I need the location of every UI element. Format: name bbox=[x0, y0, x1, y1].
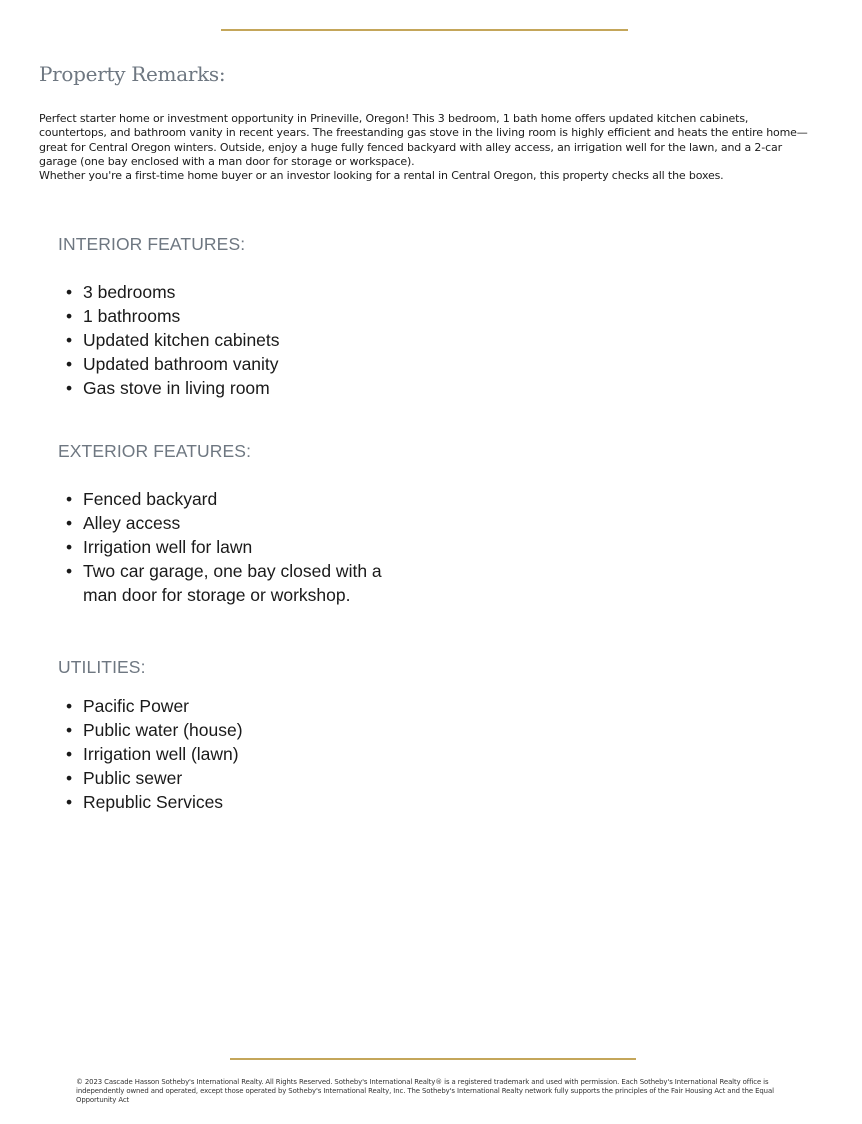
top-divider bbox=[221, 29, 628, 31]
list-item: • Two car garage, one bay closed with a man door for storage or workshop. bbox=[58, 559, 398, 607]
interior-features-heading: INTERIOR FEATURES: bbox=[58, 234, 246, 254]
list-item: • Public sewer bbox=[58, 766, 398, 790]
legal-disclaimer: © 2023 Cascade Hasson Sotheby's International Realty. All Rights Reserved. Sotheby's International Realty® is a registered trademark and used with permission. Each Sotheby's International Realty office is independently owned and operated, except those operated by Sotheby's International Realty, Inc. The Sotheby's International Realty network fully supports the principles of the Fair Housing Act and the Equal Opportunity Act bbox=[76, 1078, 774, 1104]
remarks-paragraph: Perfect starter home or investment opportunity in Prineville, Oregon! This 3 bedroom, 1 bath home offers updated kitchen cabinets, countertops, and bathroom vanity in recent years. The freestanding gas stove in the living room is highly efficient and heats the entire home—great for Central Oregon winters. Outside, enjoy a huge fully fenced backyard with alley access, an irrigation well for the lawn, and a 2-car garage (one bay enclosed with a man door for storage or workspace). bbox=[39, 112, 808, 168]
utilities-heading: UTILITIES: bbox=[58, 657, 146, 677]
interior-features-list bbox=[58, 280, 398, 400]
list-item: • Alley access bbox=[58, 511, 398, 535]
list-item: • Republic Services bbox=[58, 790, 398, 814]
list-item: • Updated kitchen cabinets bbox=[58, 328, 398, 352]
utilities-list bbox=[58, 694, 398, 814]
list-item: • Irrigation well (lawn) bbox=[58, 742, 398, 766]
list-item: • Irrigation well for lawn bbox=[58, 535, 398, 559]
remarks-paragraph: Whether you're a first-time home buyer or an investor looking for a rental in Central Oregon, this property checks all the boxes. bbox=[39, 169, 724, 183]
list-item: • Pacific Power bbox=[58, 694, 398, 718]
list-item: • Gas stove in living room bbox=[58, 376, 398, 400]
page-title: Property Remarks: bbox=[39, 62, 226, 86]
list-item: • Updated bathroom vanity bbox=[58, 352, 398, 376]
list-item: • Fenced backyard bbox=[58, 487, 398, 511]
list-item: • Public water (house) bbox=[58, 718, 398, 742]
list-item: • 3 bedrooms bbox=[58, 280, 398, 304]
bottom-divider bbox=[230, 1058, 636, 1060]
list-item: • 1 bathrooms bbox=[58, 304, 398, 328]
exterior-features-list bbox=[58, 487, 398, 607]
property-remarks bbox=[39, 112, 817, 183]
exterior-features-heading: EXTERIOR FEATURES: bbox=[58, 441, 252, 461]
